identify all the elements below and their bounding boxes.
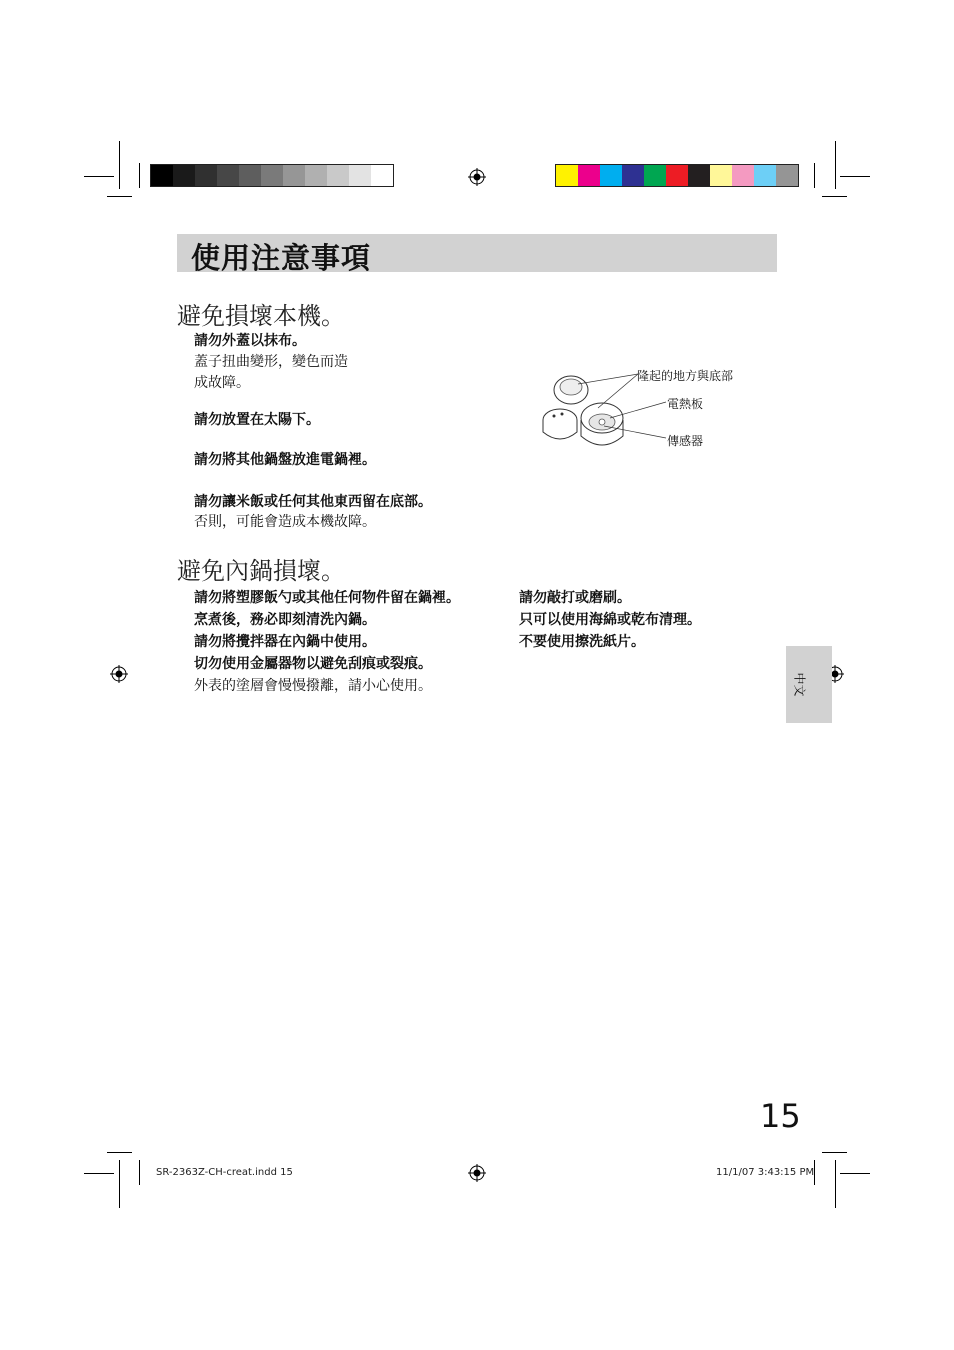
caution-detail: 蓋子扭曲變形，變色而造	[194, 354, 348, 370]
crop-mark	[139, 163, 140, 188]
crop-mark	[107, 1152, 132, 1153]
crop-mark	[814, 163, 815, 188]
caution-detail: 否則，可能會造成本機故障。	[194, 514, 376, 530]
color-swatch	[556, 165, 578, 186]
crop-mark	[139, 1160, 140, 1185]
color-swatch	[622, 165, 644, 186]
footer-timestamp: 11/1/07 3:43:15 PM	[716, 1167, 815, 1178]
color-swatch	[688, 165, 710, 186]
registration-mark-icon	[468, 168, 486, 186]
pot-cleaning-line: 不要使用擦洗紙片。	[519, 634, 645, 650]
registration-mark-icon	[468, 1164, 486, 1182]
color-swatch	[776, 165, 798, 186]
crop-mark	[119, 141, 120, 189]
crop-mark	[119, 1160, 120, 1208]
page-title: 使用注意事項	[191, 241, 372, 275]
color-swatch	[754, 165, 776, 186]
crop-mark	[840, 1173, 870, 1174]
color-swatch	[217, 165, 239, 186]
caution-detail: 成故障。	[194, 375, 250, 391]
diagram-label-bump-bottom: 隆起的地方與底部	[637, 369, 734, 383]
pot-cleaning-line: 請勿敲打或磨刷。	[519, 590, 631, 606]
diagram-label-sensor: 傳感器	[667, 434, 704, 448]
color-swatch	[578, 165, 600, 186]
footer-filename: SR-2363Z-CH-creat.indd 15	[156, 1167, 293, 1178]
caution-item: 請勿讓米飯或任何其他東西留在底部。	[194, 494, 432, 510]
language-side-tab	[786, 646, 832, 723]
crop-mark	[107, 196, 132, 197]
crop-mark	[835, 141, 836, 189]
main-body-part	[581, 403, 623, 445]
color-swatch	[261, 165, 283, 186]
color-swatch	[371, 165, 393, 186]
pot-caution-line: 烹煮後，務必即刻清洗內鍋。	[194, 612, 376, 628]
crop-mark	[822, 1152, 847, 1153]
pot-caution-line: 切勿使用金屬器物以避免刮痕或裂痕。	[194, 656, 432, 672]
color-swatch	[283, 165, 305, 186]
lid-part	[554, 376, 588, 404]
crop-mark	[822, 196, 847, 197]
color-swatch	[327, 165, 349, 186]
crop-mark	[814, 1160, 815, 1185]
crop-mark	[84, 176, 114, 177]
color-swatch	[305, 165, 327, 186]
color-swatch	[666, 165, 688, 186]
language-tab-label: 中文	[792, 672, 807, 697]
color-swatch	[710, 165, 732, 186]
color-swatch	[151, 165, 173, 186]
crop-mark	[835, 1160, 836, 1208]
crop-mark	[84, 1173, 114, 1174]
registration-mark-icon	[110, 665, 128, 683]
section-heading-avoid-damage: 避免損壞本機。	[177, 302, 345, 330]
caution-item: 請勿將其他鍋盤放進電鍋裡。	[194, 452, 376, 468]
inner-pot-part	[543, 409, 577, 439]
title-bar	[177, 234, 777, 275]
crop-mark	[840, 176, 870, 177]
pot-caution-line: 外表的塗層會慢慢撥離，請小心使用。	[194, 678, 432, 694]
color-swatch	[195, 165, 217, 186]
pot-caution-line: 請勿將塑膠飯勺或其他任何物件留在鍋裡。	[194, 590, 460, 606]
caution-item: 請勿放置在太陽下。	[194, 412, 320, 428]
page-number: 15	[760, 1097, 801, 1135]
color-swatch	[644, 165, 666, 186]
pot-cleaning-line: 只可以使用海綿或乾布清理。	[519, 612, 701, 628]
grayscale-color-bar	[150, 164, 394, 187]
caution-item: 請勿外蓋以抹布。	[194, 333, 306, 349]
color-swatch	[173, 165, 195, 186]
diagram-label-heating-plate: 電熱板	[667, 397, 704, 411]
color-swatch	[732, 165, 754, 186]
color-swatch	[600, 165, 622, 186]
color-swatch	[239, 165, 261, 186]
process-color-bar	[555, 164, 799, 187]
pot-caution-line: 請勿將攪拌器在內鍋中使用。	[194, 634, 376, 650]
section-heading-avoid-pot-damage: 避免內鍋損壞。	[177, 557, 345, 585]
color-swatch	[349, 165, 371, 186]
